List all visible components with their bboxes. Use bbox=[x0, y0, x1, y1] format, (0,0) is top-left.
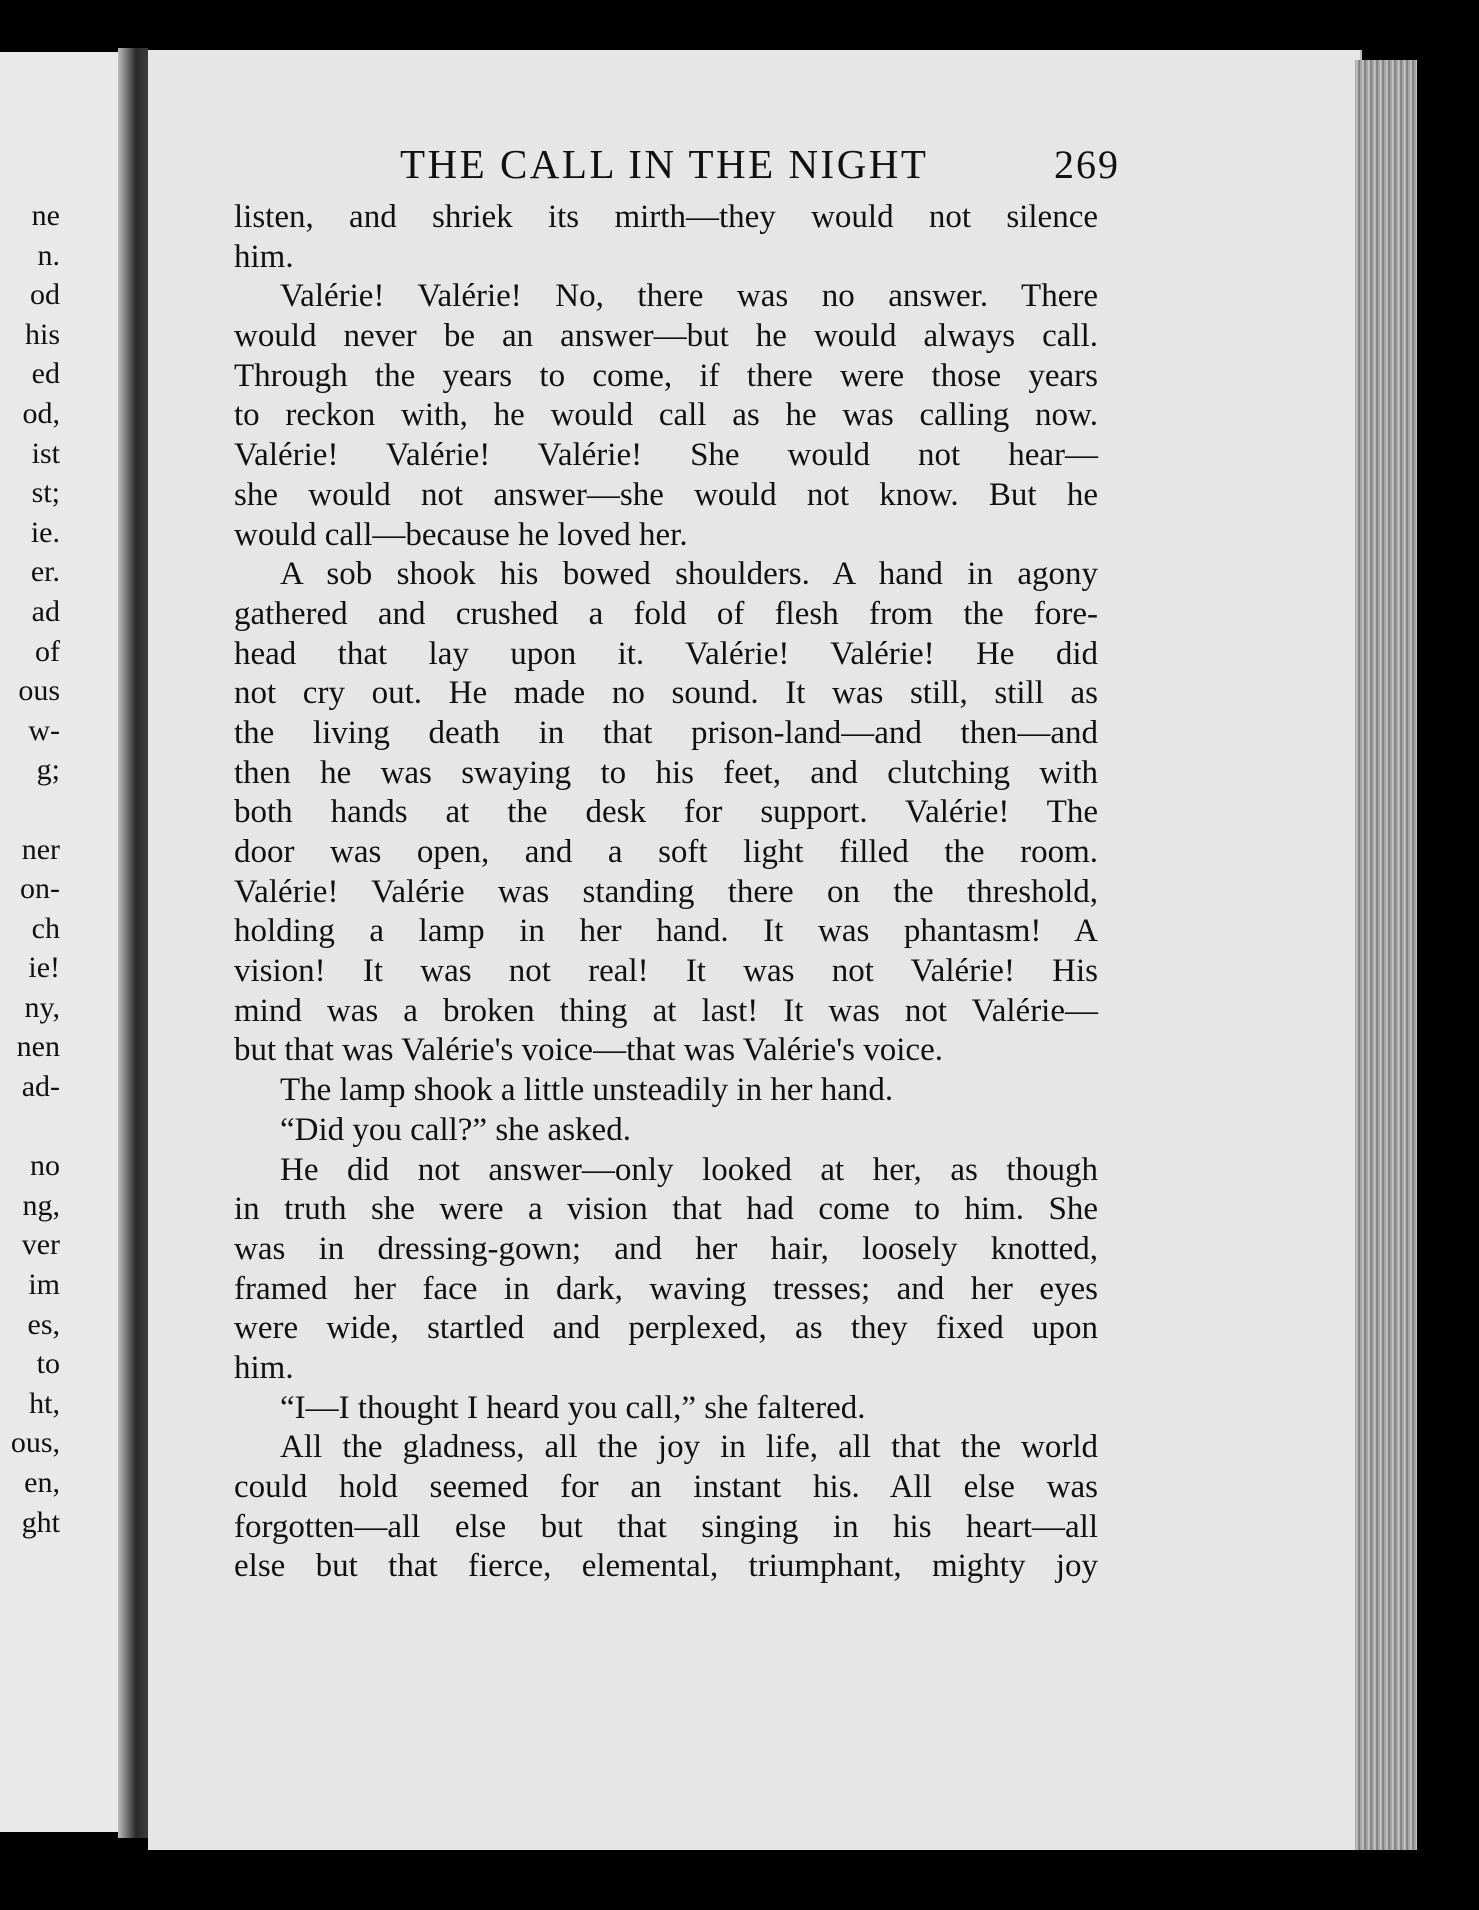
facing-page-fragment: ed bbox=[31, 357, 60, 391]
facing-page-fragment: no bbox=[30, 1149, 60, 1183]
facing-page-fragment: ist bbox=[31, 436, 60, 470]
facing-page-fragment: ie! bbox=[28, 951, 60, 985]
facing-page-fragment: en, bbox=[24, 1466, 60, 1499]
text-line: Valérie! Valérie! No, there was no answer. There bbox=[280, 278, 1098, 315]
text-line: framed her face in dark, waving tresses; and her eyes bbox=[234, 1270, 1098, 1307]
facing-page-fragment: ver bbox=[21, 1228, 60, 1262]
facing-page-fragment: nen bbox=[16, 1030, 60, 1064]
text-line: He did not answer—only looked at her, as though bbox=[280, 1151, 1098, 1188]
facing-page-fragment: od, bbox=[22, 396, 60, 430]
text-line: “Did you call?” she asked. bbox=[280, 1111, 631, 1148]
text-line: not cry out. He made no sound. It was still, still as bbox=[234, 675, 1098, 712]
page-number: 269 bbox=[1054, 142, 1120, 187]
text-line: the living death in that prison-land—and then—and bbox=[234, 714, 1098, 751]
text-line: to reckon with, he would call as he was calling now. bbox=[234, 397, 1098, 434]
facing-page-fragment: ne bbox=[31, 199, 60, 232]
text-line: would never be an answer—but he would always call. bbox=[234, 318, 1098, 355]
text-line: All the gladness, all the joy in life, all that the world bbox=[280, 1429, 1098, 1466]
facing-page-fragment: es, bbox=[27, 1307, 60, 1341]
facing-page-fragment: ie. bbox=[30, 515, 60, 549]
facing-page-fragment: of bbox=[35, 634, 60, 668]
text-line: were wide, startled and perplexed, as they fixed upon bbox=[234, 1310, 1098, 1347]
text-line: she would not answer—she would not know. But he bbox=[234, 476, 1098, 513]
text-line: could hold seemed for an instant his. All else was bbox=[234, 1469, 1098, 1505]
text-line: Valérie! Valérie was standing there on the threshold, bbox=[234, 873, 1098, 910]
facing-page-fragment: er. bbox=[30, 555, 60, 589]
running-head-title: THE CALL IN THE NIGHT bbox=[400, 141, 929, 187]
text-line: vision! It was not real! It was not Valérie! His bbox=[234, 953, 1098, 990]
text-line: in truth she were a vision that had come to him. She bbox=[234, 1191, 1098, 1228]
text-line: The lamp shook a little unsteadily in her hand. bbox=[280, 1072, 894, 1109]
book-gutter bbox=[118, 48, 148, 1838]
facing-page-fragment: ous, bbox=[10, 1426, 60, 1460]
text-line: holding a lamp in her hand. It was phantasm! A bbox=[234, 913, 1098, 950]
facing-page-fragment: im bbox=[28, 1268, 60, 1302]
text-line: gathered and crushed a fold of flesh from the fore- bbox=[234, 595, 1098, 632]
facing-page-fragment bbox=[0, 1107, 60, 1147]
text-line: him. bbox=[234, 238, 294, 275]
text-line: him. bbox=[234, 1349, 294, 1386]
facing-page-fragment: on- bbox=[20, 872, 60, 906]
facing-page-fragment: ght bbox=[21, 1505, 60, 1539]
text-line: “I—I thought I heard you call,” she faltered. bbox=[280, 1389, 866, 1426]
text-line: mind was a broken thing at last! It was not Valérie— bbox=[234, 992, 1098, 1029]
text-line: would call—because he loved her. bbox=[234, 516, 688, 553]
running-head bbox=[400, 140, 1120, 188]
text-line: both hands at the desk for support. Valérie! The bbox=[234, 794, 1098, 831]
facing-page-fragment: ous bbox=[18, 674, 60, 708]
facing-page-fragment: to bbox=[36, 1347, 60, 1381]
scan-background bbox=[1417, 0, 1479, 1910]
text-line: A sob shook his bowed shoulders. A hand in agony bbox=[280, 556, 1098, 593]
facing-page-fragment: g; bbox=[36, 753, 60, 787]
facing-page-fragment: ng, bbox=[22, 1188, 60, 1222]
text-line: head that lay upon it. Valérie! Valérie! He did bbox=[234, 635, 1098, 672]
text-line: then he was swaying to his feet, and clutching with bbox=[234, 754, 1098, 791]
facing-page-text-fragments bbox=[0, 196, 60, 1542]
text-line: else but that fierce, elemental, triumphant, mighty joy bbox=[234, 1548, 1098, 1585]
page-edges bbox=[1355, 60, 1417, 1850]
body-text bbox=[234, 198, 1098, 1587]
text-line: door was open, and a soft light filled the room. bbox=[234, 834, 1098, 870]
facing-page-fragment: his bbox=[24, 317, 60, 351]
facing-page-fragment: w- bbox=[28, 713, 60, 747]
text-line: was in dressing-gown; and her hair, loosely knotted, bbox=[234, 1230, 1098, 1267]
facing-page-fragment: ny, bbox=[24, 990, 60, 1024]
text-line: but that was Valérie's voice—that was Valérie's voice. bbox=[234, 1032, 943, 1069]
text-line: Valérie! Valérie! Valérie! She would not hear— bbox=[234, 437, 1098, 474]
facing-page-fragment: ch bbox=[31, 911, 60, 945]
text-line: listen, and shriek its mirth—they would not silence bbox=[234, 199, 1098, 235]
facing-page-fragment: od bbox=[30, 278, 60, 312]
facing-page-fragment: ht, bbox=[29, 1386, 60, 1420]
facing-page-fragment: n. bbox=[37, 238, 60, 272]
facing-page-fragment: ad- bbox=[21, 1070, 60, 1104]
text-line: forgotten—all else but that singing in his heart—all bbox=[234, 1508, 1098, 1545]
text-line: Through the years to come, if there were those years bbox=[234, 357, 1098, 394]
facing-page-fragment: ner bbox=[21, 832, 60, 866]
facing-page-fragment bbox=[0, 790, 60, 830]
facing-page-fragment: st; bbox=[31, 476, 60, 510]
facing-page-fragment: ad bbox=[31, 594, 60, 628]
